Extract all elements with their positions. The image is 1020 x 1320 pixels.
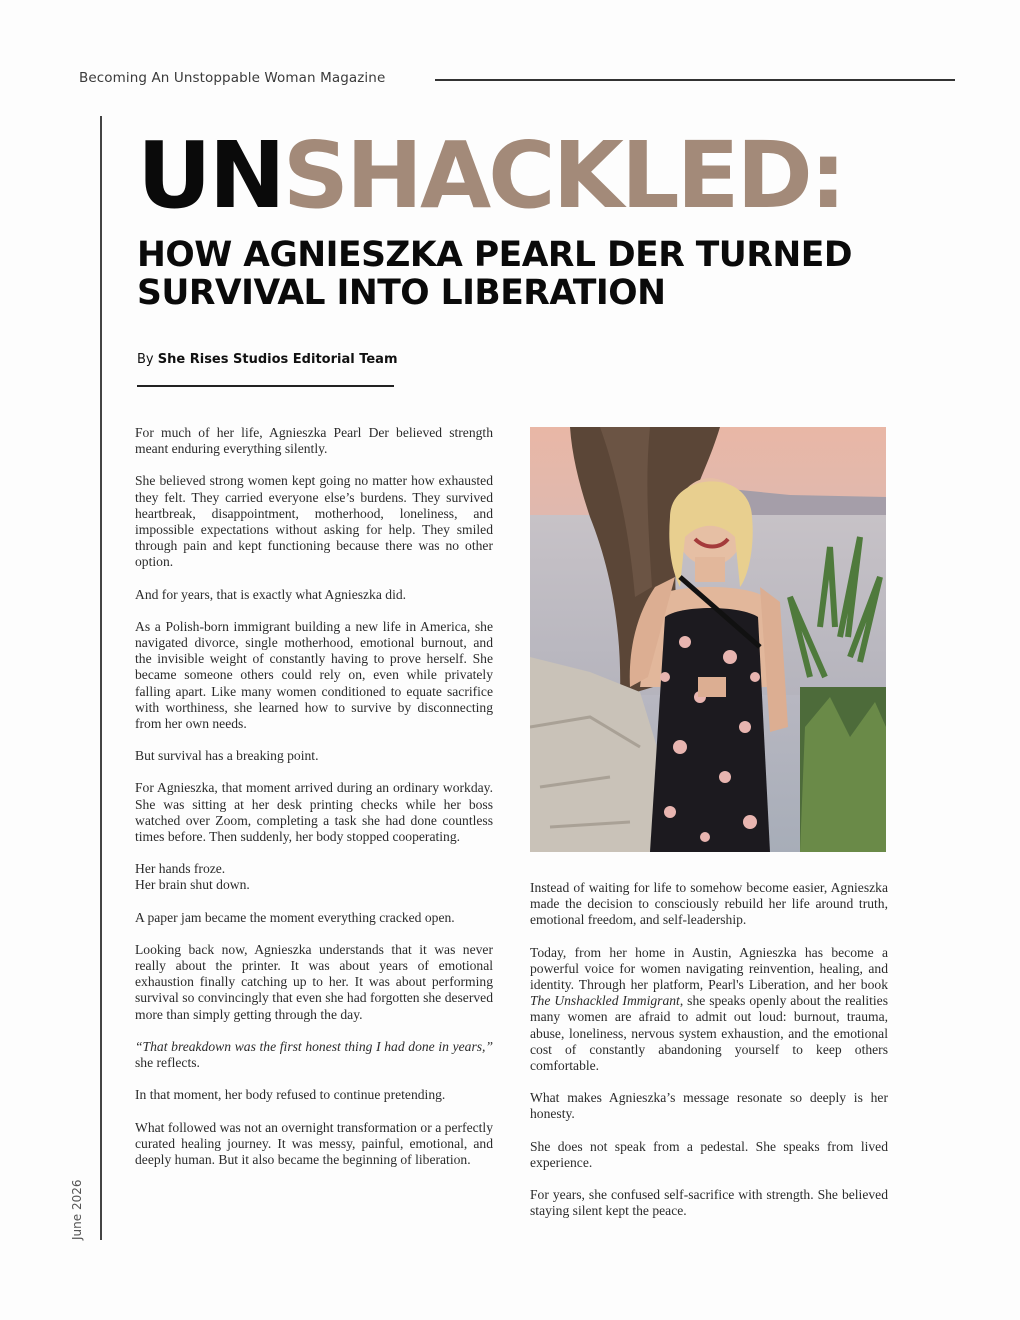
left-column <box>135 425 493 1184</box>
paragraph: Looking back now, Agnieszka understands that it was never really about the printer. It was about years of emotional exhaustion finally catching up to her. It was about performing survival so convincingly that even she had forgotten she deserved more than simply getting through the day. <box>135 941 493 1022</box>
title-part-dark: UN <box>137 122 283 229</box>
header-rule <box>435 79 955 81</box>
quote-paragraph <box>135 1039 493 1071</box>
byline-rule <box>137 385 394 387</box>
subtitle-line-2: SURVIVAL INTO LIBERATION <box>137 273 666 313</box>
text-run: , she speaks openly about the realities many women are afraid to admit out loud: burnout, trauma, abuse, loneliness, nervous system exhaustion, and the emotional cost of constantly abandoning yourself to keep others comfortable. <box>530 993 888 1074</box>
paragraph: What followed was not an overnight transformation or a perfectly curated healing journey. It was messy, painful, emotional, and deeply human. But it also became the beginning of liberation. <box>135 1119 493 1167</box>
paragraph: For Agnieszka, that moment arrived during an ordinary workday. She was sitting at her desk printing checks while her boss watched over Zoom, completing a task she had done countless times before. Then suddenly, her body stopped cooperating. <box>135 780 493 845</box>
paragraph: In that moment, her body refused to continue pretending. <box>135 1087 446 1103</box>
paragraph: She does not speak from a pedestal. She speaks from lived experience. <box>530 1138 888 1170</box>
byline-prefix: By <box>137 352 154 367</box>
paragraph <box>530 945 888 1075</box>
pull-quote: “That breakdown was the first honest thing I had done in years,” <box>135 1038 493 1054</box>
magazine-name: Becoming An Unstoppable Woman Magazine <box>79 70 386 86</box>
paragraph: And for years, that is exactly what Agnieszka did. <box>135 586 407 602</box>
issue-date: June 2026 <box>70 1179 84 1240</box>
paragraph: For years, she confused self-sacrifice with strength. She believed staying silent kept the peace. <box>530 1187 888 1219</box>
paragraph: Instead of waiting for life to somehow become easier, Agnieszka made the decision to consciously rebuild her life around truth, emotional freedom, and self-leadership. <box>530 880 888 928</box>
portrait-photo <box>530 427 886 852</box>
paragraph: A paper jam became the moment everything cracked open. <box>135 909 455 925</box>
article-subtitle <box>137 236 937 312</box>
paragraph: For much of her life, Agnieszka Pearl Der believed strength meant enduring everything silently. <box>135 425 493 457</box>
byline-author: She Rises Studios Editorial Team <box>157 352 398 367</box>
text-run: Today, from her home in Austin, Agnieszka has become a powerful voice for women navigating reinvention, healing, and identity. Through her platform, Pearl's Liberation, and her book <box>530 944 888 993</box>
paragraph: But survival has a breaking point. <box>135 748 319 764</box>
paragraph: What makes Agnieszka’s message resonate so deeply is her honesty. <box>530 1090 888 1122</box>
line: Her hands froze. <box>135 861 226 877</box>
byline <box>137 352 398 367</box>
paragraph: She believed strong women kept going no matter how exhausted they felt. They carried everyone else’s burdens. They survived heartbreak, disappointment, motherhood, loneliness, and impossible expectations without asking for help. They smiled through pain and kept functioning because there was no other option. <box>135 473 493 570</box>
line: Her brain shut down. <box>135 877 250 893</box>
paragraph: As a Polish-born immigrant building a new life in America, she navigated divorce, single motherhood, emotional burnout, and the invisible weight of constantly having to prove herself. She became someone others could rely on, even while privately falling apart. Like many women conditioned to equate sacrifice with worthiness, she learned how to survive by disconnecting from her own needs. <box>135 618 493 732</box>
article-title <box>137 122 844 229</box>
vertical-rule <box>100 116 102 1240</box>
paragraph <box>135 861 493 893</box>
book-title: The Unshackled Immigrant <box>530 993 680 1009</box>
right-column <box>530 880 888 1235</box>
title-part-accent: SHACKLED: <box>282 122 844 229</box>
subtitle-line-1: HOW AGNIESZKA PEARL DER TURNED <box>137 235 852 275</box>
quote-attribution: she reflects. <box>135 1055 200 1071</box>
